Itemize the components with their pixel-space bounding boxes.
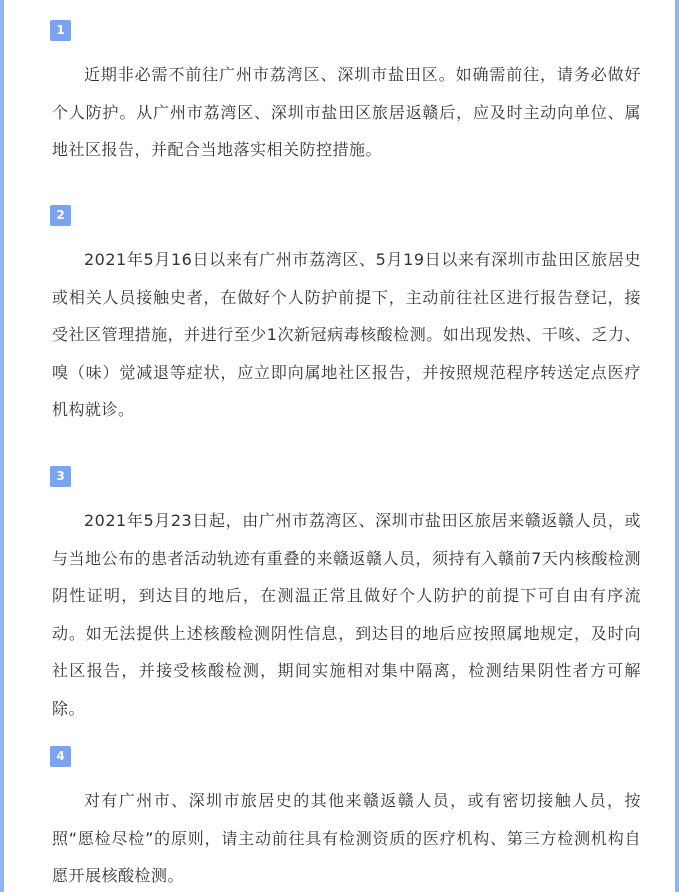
section-1	[52, 20, 641, 169]
section-4	[52, 746, 641, 895]
section-paragraph: 近期非必需不前往广州市荔湾区、深圳市盐田区。如确需前往，请务必做好个人防护。从广州市荔湾区、深圳市盐田区旅居返赣后，应及时主动向单位、属地社区报告，并配合当地落实相关防控措施。	[52, 65, 641, 159]
section-number-badge: 3	[50, 466, 71, 487]
section-number-badge: 1	[50, 20, 71, 41]
section-paragraph: 2021年5月23日起，由广州市荔湾区、深圳市盐田区旅居来赣返赣人员，或与当地公布的患者活动轨迹有重叠的来赣返赣人员，须持有入赣前7天内核酸检测阴性证明，到达目的地后，在测温正常且做好个人防护的前提下可自由有序流动。如无法提供上述核酸检测阴性信息，到达目的地后应按照属地规定，及时向社区报告，并接受核酸检测，期间实施相对集中隔离，检测结果阴性者方可解除。	[52, 511, 641, 718]
section-paragraph: 2021年5月16日以来有广州市荔湾区、5月19日以来有深圳市盐田区旅居史或相关人员接触史者，在做好个人防护前提下，主动前往社区进行报告登记，接受社区管理措施，并进行至少1次新冠病毒核酸检测。如出现发热、干咳、乏力、嗅（味）觉减退等症状，应立即向属地社区报告，并按照规范程序转送定点医疗机构就诊。	[52, 250, 641, 419]
section-paragraph: 对有广州市、深圳市旅居史的其他来赣返赣人员，或有密切接触人员，按照“愿检尽检”的原则，请主动前往具有检测资质的医疗机构、第三方检测机构自愿开展核酸检测。	[52, 791, 641, 885]
section-number-badge: 2	[50, 205, 71, 226]
section-2	[52, 205, 641, 429]
section-3	[52, 466, 641, 727]
section-number-badge: 4	[50, 746, 71, 767]
